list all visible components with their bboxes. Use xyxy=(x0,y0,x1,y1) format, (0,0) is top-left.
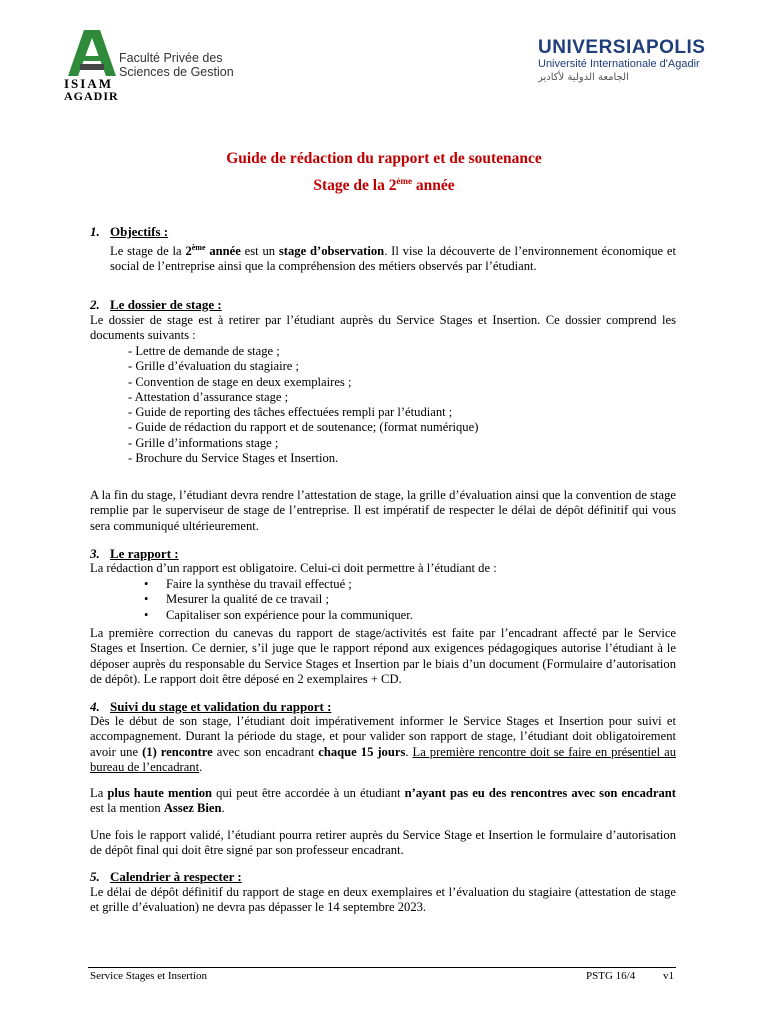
logo-line-2: Sciences de Gestion xyxy=(119,65,234,79)
section-4-para-2: La plus haute mention qui peut être accordée à un étudiant n’ayant pas eu des rencontres avec son encadrant est la mention Assez Bien. xyxy=(90,786,676,816)
universiapolis-subtitle: Université Internationale d'Agadir xyxy=(538,58,700,70)
section-5-label: Calendrier à respecter : xyxy=(110,869,242,884)
bullet-icon: • xyxy=(144,592,149,607)
subtitle-pre: Stage de la 2 xyxy=(313,177,397,195)
section-5-heading xyxy=(90,869,242,885)
section-2-num: 2. xyxy=(90,297,100,312)
list-item: - Grille d’informations stage ; xyxy=(128,435,279,450)
list-item: - Lettre de demande de stage ; xyxy=(128,344,280,358)
subtitle-post: année xyxy=(411,177,455,195)
section-4-num: 4. xyxy=(90,699,100,714)
footer-divider xyxy=(88,967,676,968)
universiapolis-logo xyxy=(538,38,708,88)
section-1-heading xyxy=(90,224,168,240)
section-3-heading xyxy=(90,546,179,562)
list-item: - Grille d’évaluation du stagiaire ; xyxy=(128,359,300,374)
section-4-heading xyxy=(90,699,331,715)
list-item: • Faire la synthèse du travail effectué ; xyxy=(144,577,352,591)
section-4-para-1: Dès le début de son stage, l’étudiant doit impérativement informer le Service Stages et Insertion pour suivi et accompagnement. Durant la période du stage, et pour valider son rapport de stage, l’étudiant doit obligatoirement avoir une (1) rencontre avec son encadrant chaque 15 jours. La première rencontre doit se faire en présentiel au bureau de l’encadrant. xyxy=(90,714,676,774)
bullet-icon: • xyxy=(144,577,149,591)
list-item: - Guide de reporting des tâches effectuées rempli par l’étudiant ; xyxy=(128,405,453,420)
section-2-heading xyxy=(90,297,222,313)
section-3-body: La première correction du canevas du rapport de stage/activités est faite par l’encadrant affecté par le Service Stages et Insertion. Ce dernier, s’il juge que le rapport répond aux exigences pédagogiques autorise l’étudiant à le déposer auprès du responsable du Service Stages et Insertion par le biais d’un document (Formulaire d’autorisation de dépôt). Le rapport doit être déposé en 2 exemplaires + CD. xyxy=(90,626,676,686)
section-1-label: Objectifs : xyxy=(110,224,169,239)
footer-service: Service Stages et Insertion xyxy=(90,970,207,982)
list-item: - Convention de stage en deux exemplaires ; xyxy=(128,374,352,389)
logo-line-1: Faculté Privée des xyxy=(119,51,223,65)
section-1-num: 1. xyxy=(90,224,100,239)
footer-code: PSTG 16/4 xyxy=(586,970,636,982)
section-5-num: 5. xyxy=(90,869,100,884)
doc-subtitle xyxy=(0,176,768,195)
dossier-list xyxy=(128,344,478,466)
section-1-text: Le stage de la 2ème année est un stage d’observation. Il vise la découverte de l’environnement économique et social de l’entreprise ainsi que la compréhension des métiers observés par l’étudiant. xyxy=(110,243,677,274)
rapport-bullets xyxy=(144,577,413,623)
section-5-body: Le délai de dépôt définitif du rapport de stage en deux exemplaires et l’évaluation du stagiaire (attestation de stage et grille d’évaluation) ne devra pas dépasser le 14 septembre 2023. xyxy=(90,885,676,915)
universiapolis-name: UNIVERSIAPOLIS xyxy=(538,37,706,58)
subtitle-sup: ème xyxy=(396,176,412,186)
section-2-label: Le dossier de stage : xyxy=(110,297,222,312)
section-3-label: Le rapport : xyxy=(110,546,179,561)
section-4-para-3: Une fois le rapport validé, l’étudiant pourra retirer auprès du Service Stage et Insertion le formulaire d’autorisation de dépôt final qui doit être signé par son professeur encadrant. xyxy=(90,828,676,858)
doc-title: Guide de rédaction du rapport et de soutenance xyxy=(226,150,542,167)
isiam-logo xyxy=(62,26,242,104)
section-2-outro: A la fin du stage, l’étudiant devra rendre l’attestation de stage, la grille d’évaluation ainsi que la convention de stage remplie par le superviseur de stage de l’entreprise. Il est impératif de respecter le délai de dépôt définitif qui vous sera communiqué ultérieurement. xyxy=(90,488,676,533)
section-3-intro: La rédaction d’un rapport est obligatoire. Celui-ci doit permettre à l’étudiant de : xyxy=(90,561,497,575)
section-2-intro: Le dossier de stage est à retirer par l’étudiant auprès du Service Stages et Insertion. Ce dossier comprend les documents suivants : xyxy=(90,313,676,343)
bullet-icon: • xyxy=(144,607,149,622)
list-item: - Attestation d’assurance stage ; xyxy=(128,389,289,404)
logo-agadir: AGADIR xyxy=(64,89,119,103)
list-item: • Mesurer la qualité de ce travail ; xyxy=(144,592,329,607)
list-item: - Brochure du Service Stages et Insertion. xyxy=(128,451,339,466)
section-4-label: Suivi du stage et validation du rapport : xyxy=(110,699,332,714)
list-item: - Guide de rédaction du rapport et de soutenance; (format numérique) xyxy=(128,420,479,435)
list-item: • Capitaliser son expérience pour la communiquer. xyxy=(144,607,413,622)
section-3-num: 3. xyxy=(90,546,100,561)
footer-version: v1 xyxy=(663,970,674,982)
logo-isiam: ISIAM xyxy=(64,76,114,91)
universiapolis-arabic: الجامعة الدولية لأكادير xyxy=(538,72,629,83)
